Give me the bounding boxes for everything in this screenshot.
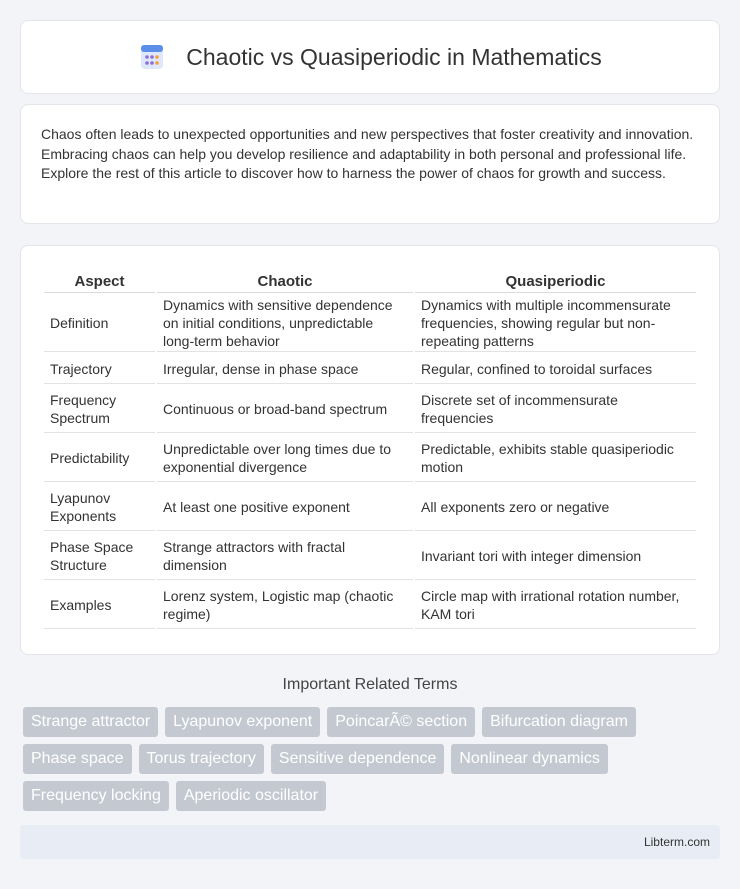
cell-aspect: Examples — [44, 582, 155, 629]
related-terms-list — [23, 707, 723, 818]
calculator-icon — [138, 43, 166, 71]
tag-poincare-section[interactable]: PoincarÃ© section — [327, 707, 475, 737]
cell-quasiperiodic: All exponents zero or negative — [415, 484, 696, 531]
comparison-table — [42, 266, 698, 631]
tag-aperiodic-oscillator[interactable]: Aperiodic oscillator — [176, 781, 326, 811]
cell-chaotic: At least one positive exponent — [157, 484, 413, 531]
table-row — [44, 533, 696, 580]
tag-sensitive-dependence[interactable]: Sensitive dependence — [271, 744, 444, 774]
cell-aspect: Phase Space Structure — [44, 533, 155, 580]
cell-quasiperiodic: Predictable, exhibits stable quasiperiodic motion — [415, 435, 696, 482]
cell-quasiperiodic: Dynamics with multiple incommensurate frequencies, showing regular but non-repeating patterns — [415, 295, 696, 352]
intro-card — [20, 104, 720, 224]
table-row — [44, 484, 696, 531]
cell-chaotic: Continuous or broad-band spectrum — [157, 386, 413, 433]
tag-bifurcation-diagram[interactable]: Bifurcation diagram — [482, 707, 636, 737]
table-row — [44, 435, 696, 482]
tag-nonlinear-dynamics[interactable]: Nonlinear dynamics — [451, 744, 608, 774]
table-row — [44, 354, 696, 384]
cell-chaotic: Lorenz system, Logistic map (chaotic regime) — [157, 582, 413, 629]
cell-aspect: Trajectory — [44, 354, 155, 384]
footer-site-link[interactable]: Libterm.com — [643, 835, 710, 849]
footer — [20, 825, 720, 859]
table-row — [44, 582, 696, 629]
related-terms-title: Important Related Terms — [282, 676, 458, 693]
table-row — [44, 295, 696, 352]
page-title: Chaotic vs Quasiperiodic in Mathematics — [186, 43, 602, 70]
cell-quasiperiodic: Circle map with irrational rotation number, KAM tori — [415, 582, 696, 629]
tag-phase-space[interactable]: Phase space — [23, 744, 132, 774]
cell-quasiperiodic: Regular, confined to toroidal surfaces — [415, 354, 696, 384]
cell-quasiperiodic: Discrete set of incommensurate frequencies — [415, 386, 696, 433]
tag-torus-trajectory[interactable]: Torus trajectory — [139, 744, 264, 774]
intro-text: Chaos often leads to unexpected opportunities and new perspectives that foster creativity and innovation. Embracing chaos can help you develop resilience and adaptability in both personal and professional life. Explore the rest of this article to discover how to harness the power of chaos for growth and success. — [41, 126, 694, 181]
table-row — [44, 386, 696, 433]
header-aspect: Aspect — [44, 268, 155, 293]
cell-aspect: Frequency Spectrum — [44, 386, 155, 433]
cell-aspect: Lyapunov Exponents — [44, 484, 155, 531]
header-card — [20, 20, 720, 94]
cell-chaotic: Irregular, dense in phase space — [157, 354, 413, 384]
tag-strange-attractor[interactable]: Strange attractor — [23, 707, 158, 737]
cell-quasiperiodic: Invariant tori with integer dimension — [415, 533, 696, 580]
header-quasiperiodic: Quasiperiodic — [415, 268, 696, 293]
cell-chaotic: Dynamics with sensitive dependence on initial conditions, unpredictable long-term behavior — [157, 295, 413, 352]
tag-lyapunov-exponent[interactable]: Lyapunov exponent — [165, 707, 320, 737]
comparison-table-card — [20, 245, 720, 655]
cell-aspect: Definition — [44, 295, 155, 352]
cell-chaotic: Strange attractors with fractal dimension — [157, 533, 413, 580]
cell-aspect: Predictability — [44, 435, 155, 482]
cell-chaotic: Unpredictable over long times due to exponential divergence — [157, 435, 413, 482]
header-chaotic: Chaotic — [157, 268, 413, 293]
table-header-row — [44, 268, 696, 293]
tag-frequency-locking[interactable]: Frequency locking — [23, 781, 169, 811]
